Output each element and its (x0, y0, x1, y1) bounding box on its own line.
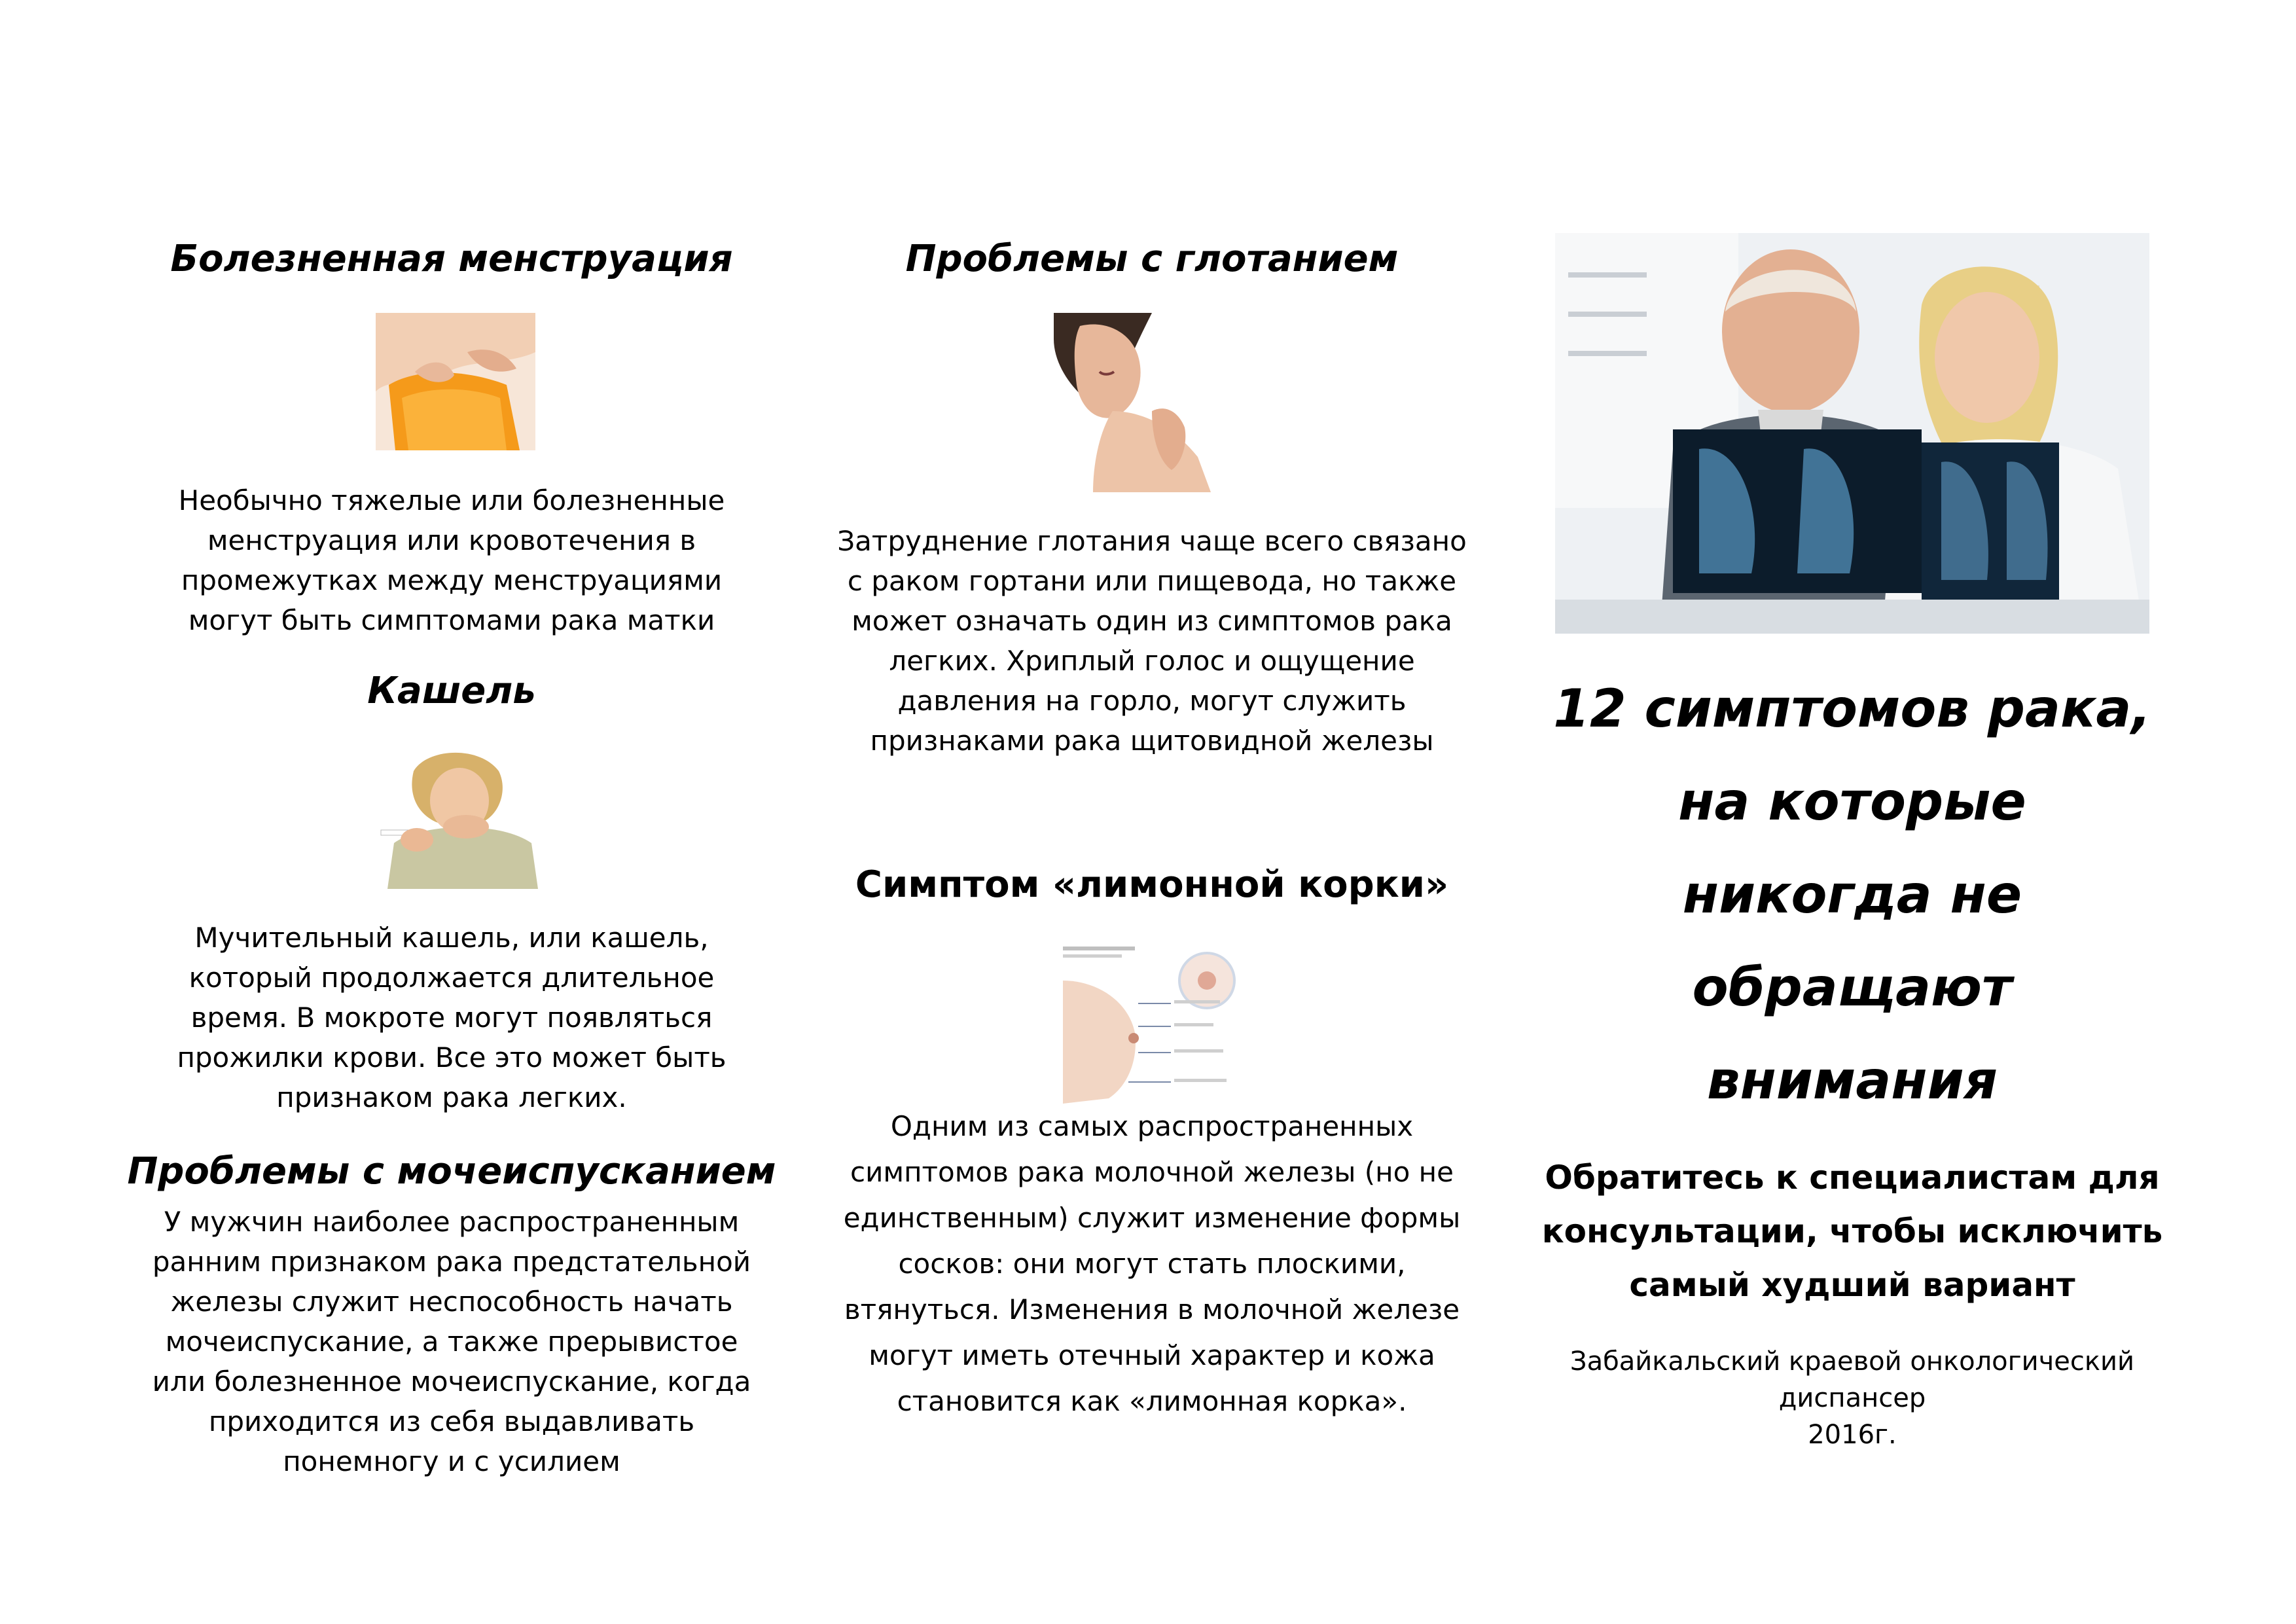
photo-swallowing (1054, 313, 1247, 492)
title-line: внимания (1706, 1050, 1998, 1111)
text-line: признаком рака легких. (276, 1081, 627, 1113)
text-line: прожилки крови. Все это может быть (177, 1041, 726, 1074)
photo-breast-diagram (1056, 941, 1253, 1104)
text-line: единственным) служит изменение формы (843, 1202, 1461, 1234)
text-line: Необычно тяжелые или болезненные (178, 484, 725, 516)
text-line: Затруднение глотания чаще всего связано (837, 525, 1467, 557)
photo-painful-menstruation (376, 313, 535, 450)
heading-painful-menstruation: Болезненная менструация (170, 238, 733, 280)
text-line: время. В мокроте могут появляться (190, 1001, 713, 1034)
text-line: промежутках между менструациями (181, 564, 723, 596)
cta-line: Обратитесь к специалистам для (1545, 1159, 2160, 1197)
text-lemon-peel-symptom (831, 1104, 1473, 1424)
heading-lemon-peel-symptom: Симптом «лимонной корки» (855, 863, 1449, 906)
text-swallowing-problems (831, 521, 1473, 761)
text-line: который продолжается длительное (188, 962, 715, 994)
text-line: менструация или кровотечения в (207, 524, 696, 556)
text-line: с раком гортани или пищевода, но также (847, 565, 1457, 597)
text-line: давления на горло, могут служить (897, 685, 1407, 717)
footer-line: диспансер (1778, 1383, 1926, 1413)
text-line: легких. Хриплый голос и ощущение (889, 645, 1415, 677)
call-to-action (1486, 1151, 2219, 1312)
text-line: или болезненное мочеиспускание, когда (152, 1365, 751, 1398)
text-line: может означать один из симптомов рака (852, 605, 1452, 637)
text-urination-problems (124, 1202, 779, 1481)
text-line: симптомов рака молочной железы (но не (850, 1156, 1454, 1188)
cta-line: самый худший вариант (1629, 1266, 2075, 1304)
text-line: Одним из самых распространенных (890, 1110, 1414, 1142)
text-line: железы служит неспособность начать (170, 1286, 733, 1318)
footer-line: Забайкальский краевой онкологический (1570, 1346, 2135, 1377)
heading-swallowing-problems: Проблемы с глотанием (905, 238, 1399, 280)
title-line: обращают (1692, 957, 2013, 1018)
footer-line: 2016г. (1808, 1420, 1897, 1450)
text-line: втянуться. Изменения в молочной железе (844, 1293, 1460, 1326)
heading-cough: Кашель (367, 670, 536, 712)
photo-doctors-xray (1555, 233, 2149, 634)
text-line: могут быть симптомами рака матки (188, 604, 715, 636)
title-line: 12 симптомов рака, (1553, 678, 2151, 739)
text-line: приходится из себя выдавливать (208, 1405, 695, 1437)
text-line: понемногу и с усилием (283, 1445, 620, 1477)
cta-line: консультации, чтобы исключить (1541, 1212, 2163, 1250)
text-line: Мучительный кашель, или кашель, (194, 922, 709, 954)
text-line: признаками рака щитовидной железы (870, 725, 1434, 757)
heading-urination-problems: Проблемы с мочеиспусканием (127, 1150, 776, 1193)
text-painful-menstruation (131, 480, 772, 640)
publisher-footer (1486, 1343, 2219, 1453)
text-line: могут иметь отечный характер и кожа (869, 1339, 1435, 1371)
text-line: ранним признаком рака предстательной (152, 1246, 751, 1278)
title-line: на которые (1678, 771, 2026, 832)
title-line: никогда не (1682, 864, 2022, 925)
text-line: мочеиспускание, а также прерывистое (165, 1326, 738, 1358)
brochure-title (1486, 662, 2219, 1127)
text-cough (131, 918, 772, 1117)
photo-cough (368, 745, 545, 889)
text-line: становится как «лимонная корка». (897, 1385, 1407, 1417)
text-line: сосков: они могут стать плоскими, (898, 1248, 1406, 1280)
text-line: У мужчин наиболее распространенным (164, 1206, 740, 1238)
